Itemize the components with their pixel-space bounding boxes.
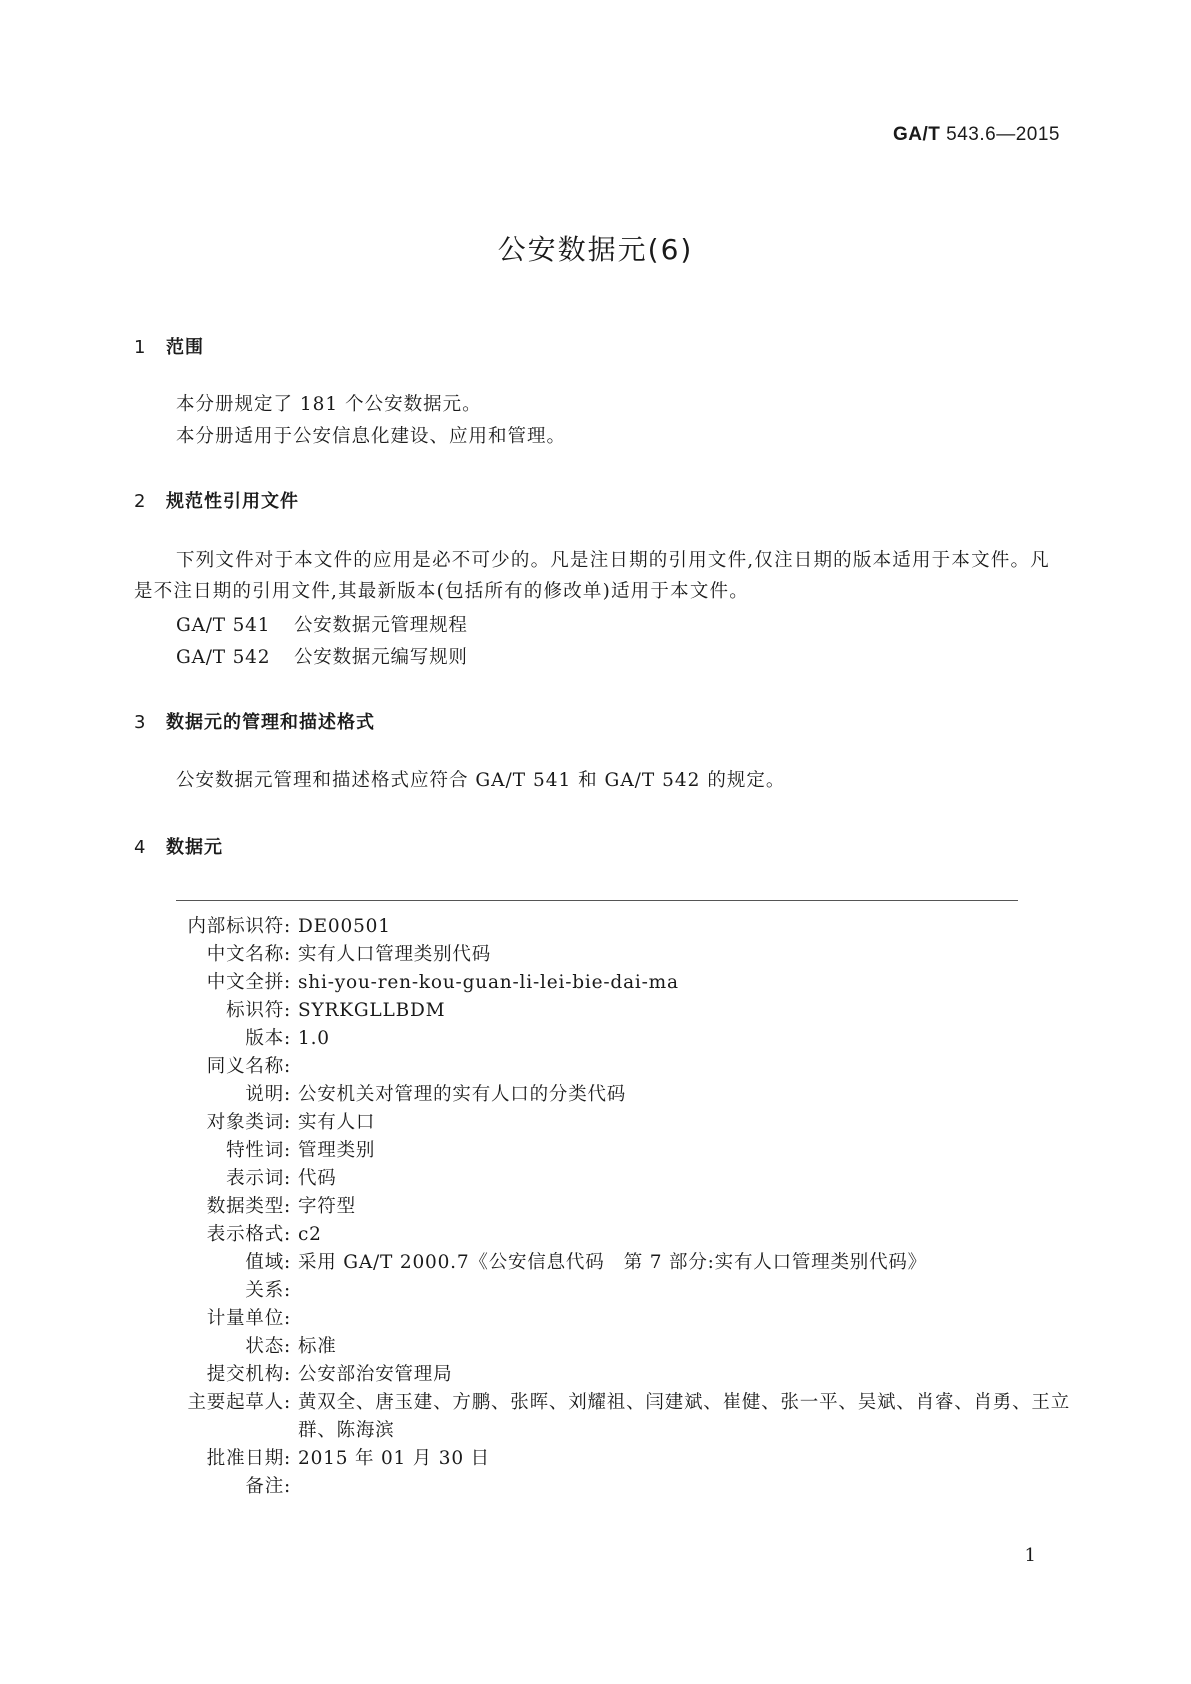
section-1-para-2: 本分册适用于公安信息化建设、应用和管理。 [176,426,567,447]
section-3-title: 数据元的管理和描述格式 [166,712,375,733]
data-element-row [176,997,1076,1025]
data-element-row [176,1249,1076,1277]
field-colon: : [284,944,292,965]
section-2-heading [134,487,299,513]
field-label: 说明 [245,1084,284,1105]
field-label: 计量单位 [206,1308,284,1329]
field-colon: : [284,1280,292,1301]
reference-item [176,643,468,669]
field-colon: : [284,1448,292,1469]
field-label: 版本 [245,1028,284,1049]
field-colon: : [284,1308,292,1329]
field-colon: : [284,1336,292,1357]
field-colon: : [284,1140,292,1161]
divider-line [176,900,1018,901]
section-4-heading [134,833,223,859]
field-colon: : [284,1168,292,1189]
data-element-row [176,1305,1076,1333]
page-number: 1 [1024,1545,1036,1566]
standard-code-prefix: GA/T [893,124,941,145]
field-label: 关系 [245,1280,284,1301]
reference-name: 公安数据元编写规则 [294,647,468,668]
data-element-row [176,1361,1076,1389]
field-colon: : [284,916,292,937]
field-value: DE00501 [298,916,391,937]
data-element-row [176,1389,1076,1445]
field-value: 标准 [298,1336,337,1357]
field-label: 表示词 [226,1168,284,1189]
section-1-para-1: 本分册规定了 181 个公安数据元。 [176,394,482,415]
section-1-heading [134,333,204,359]
field-colon: : [284,1392,292,1413]
field-label: 状态 [245,1336,284,1357]
field-colon: : [284,1084,292,1105]
field-value: c2 [298,1224,322,1245]
data-element-row [176,1025,1076,1053]
field-label: 数据类型 [206,1196,284,1217]
field-label: 备注 [245,1476,284,1497]
section-1-title: 范围 [166,337,204,358]
data-element-row [176,1473,1076,1501]
section-2-title: 规范性引用文件 [166,491,299,512]
field-value [298,1473,1076,1501]
field-colon: : [284,1252,292,1273]
section-3-para-1: 公安数据元管理和描述格式应符合 GA/T 541 和 GA/T 542 的规定。 [176,770,786,791]
field-value: 字符型 [298,1196,356,1217]
data-element-row [176,1081,1076,1109]
field-colon: : [284,1196,292,1217]
reference-item [176,611,468,637]
field-value [298,1053,1076,1081]
data-element-row [176,1053,1076,1081]
field-value: 公安机关对管理的实有人口的分类代码 [298,1084,627,1105]
section-1-number: 1 [134,337,147,358]
data-element-table [176,913,1076,1501]
document-title: 公安数据元(6) [497,233,694,266]
data-element-row [176,1445,1076,1473]
field-label: 提交机构 [206,1364,284,1385]
section-2-number: 2 [134,491,147,512]
field-colon: : [284,1364,292,1385]
field-label: 批准日期 [206,1448,284,1469]
field-value: shi-you-ren-kou-guan-li-lei-bie-dai-ma [298,972,679,993]
section-2-para-1: 下列文件对于本文件的应用是必不可少的。凡是注日期的引用文件,仅注日期的版本适用于本文件。凡是不注日期的引用文件,其最新版本(包括所有的修改单)适用于本文件。 [134,550,1050,602]
data-element-row [176,1109,1076,1137]
field-label: 值域 [245,1252,284,1273]
field-label: 中文全拼 [206,972,284,993]
field-label: 内部标识符 [187,916,284,937]
section-4-title: 数据元 [166,837,223,858]
field-label: 特性词 [226,1140,284,1161]
data-element-row [176,1137,1076,1165]
field-label: 标识符 [226,1000,284,1021]
data-element-row [176,1333,1076,1361]
data-element-row [176,1165,1076,1193]
field-label: 表示格式 [206,1224,284,1245]
reference-name: 公安数据元管理规程 [294,615,468,636]
field-value: 2015 年 01 月 30 日 [298,1448,490,1469]
field-value: 实有人口 [298,1112,376,1133]
field-colon: : [284,1112,292,1133]
section-3-heading [134,708,375,734]
reference-code: GA/T 542 [176,647,271,668]
field-colon: : [284,1056,292,1077]
field-value: SYRKGLLBDM [298,1000,446,1021]
field-colon: : [284,1224,292,1245]
data-element-row [176,969,1076,997]
data-element-row [176,913,1076,941]
standard-code [893,124,1060,146]
standard-code-number: 543.6—2015 [946,124,1060,145]
data-element-row [176,1277,1076,1305]
field-value: 公安部治安管理局 [298,1364,453,1385]
field-label: 主要起草人 [187,1392,284,1413]
field-label: 同义名称 [206,1056,284,1077]
field-colon: : [284,1028,292,1049]
section-3-number: 3 [134,712,147,733]
reference-code: GA/T 541 [176,615,271,636]
field-label: 对象类词 [206,1112,284,1133]
data-element-row [176,1221,1076,1249]
data-element-row [176,941,1076,969]
field-colon: : [284,972,292,993]
field-value: 采用 GA/T 2000.7《公安信息代码 第 7 部分:实有人口管理类别代码》 [298,1252,927,1273]
data-element-row [176,1193,1076,1221]
field-colon: : [284,1000,292,1021]
field-value: 1.0 [298,1028,330,1049]
field-value: 实有人口管理类别代码 [298,944,492,965]
field-value: 黄双全、唐玉建、方鹏、张晖、刘耀祖、闫建斌、崔健、张一平、吴斌、肖睿、肖勇、王立群、陈海滨 [298,1392,1071,1441]
field-value: 代码 [298,1168,337,1189]
section-4-number: 4 [134,837,147,858]
field-colon: : [284,1476,292,1497]
field-value: 管理类别 [298,1140,376,1161]
field-value [298,1277,1076,1305]
field-value [298,1305,1076,1333]
field-label: 中文名称 [206,944,284,965]
